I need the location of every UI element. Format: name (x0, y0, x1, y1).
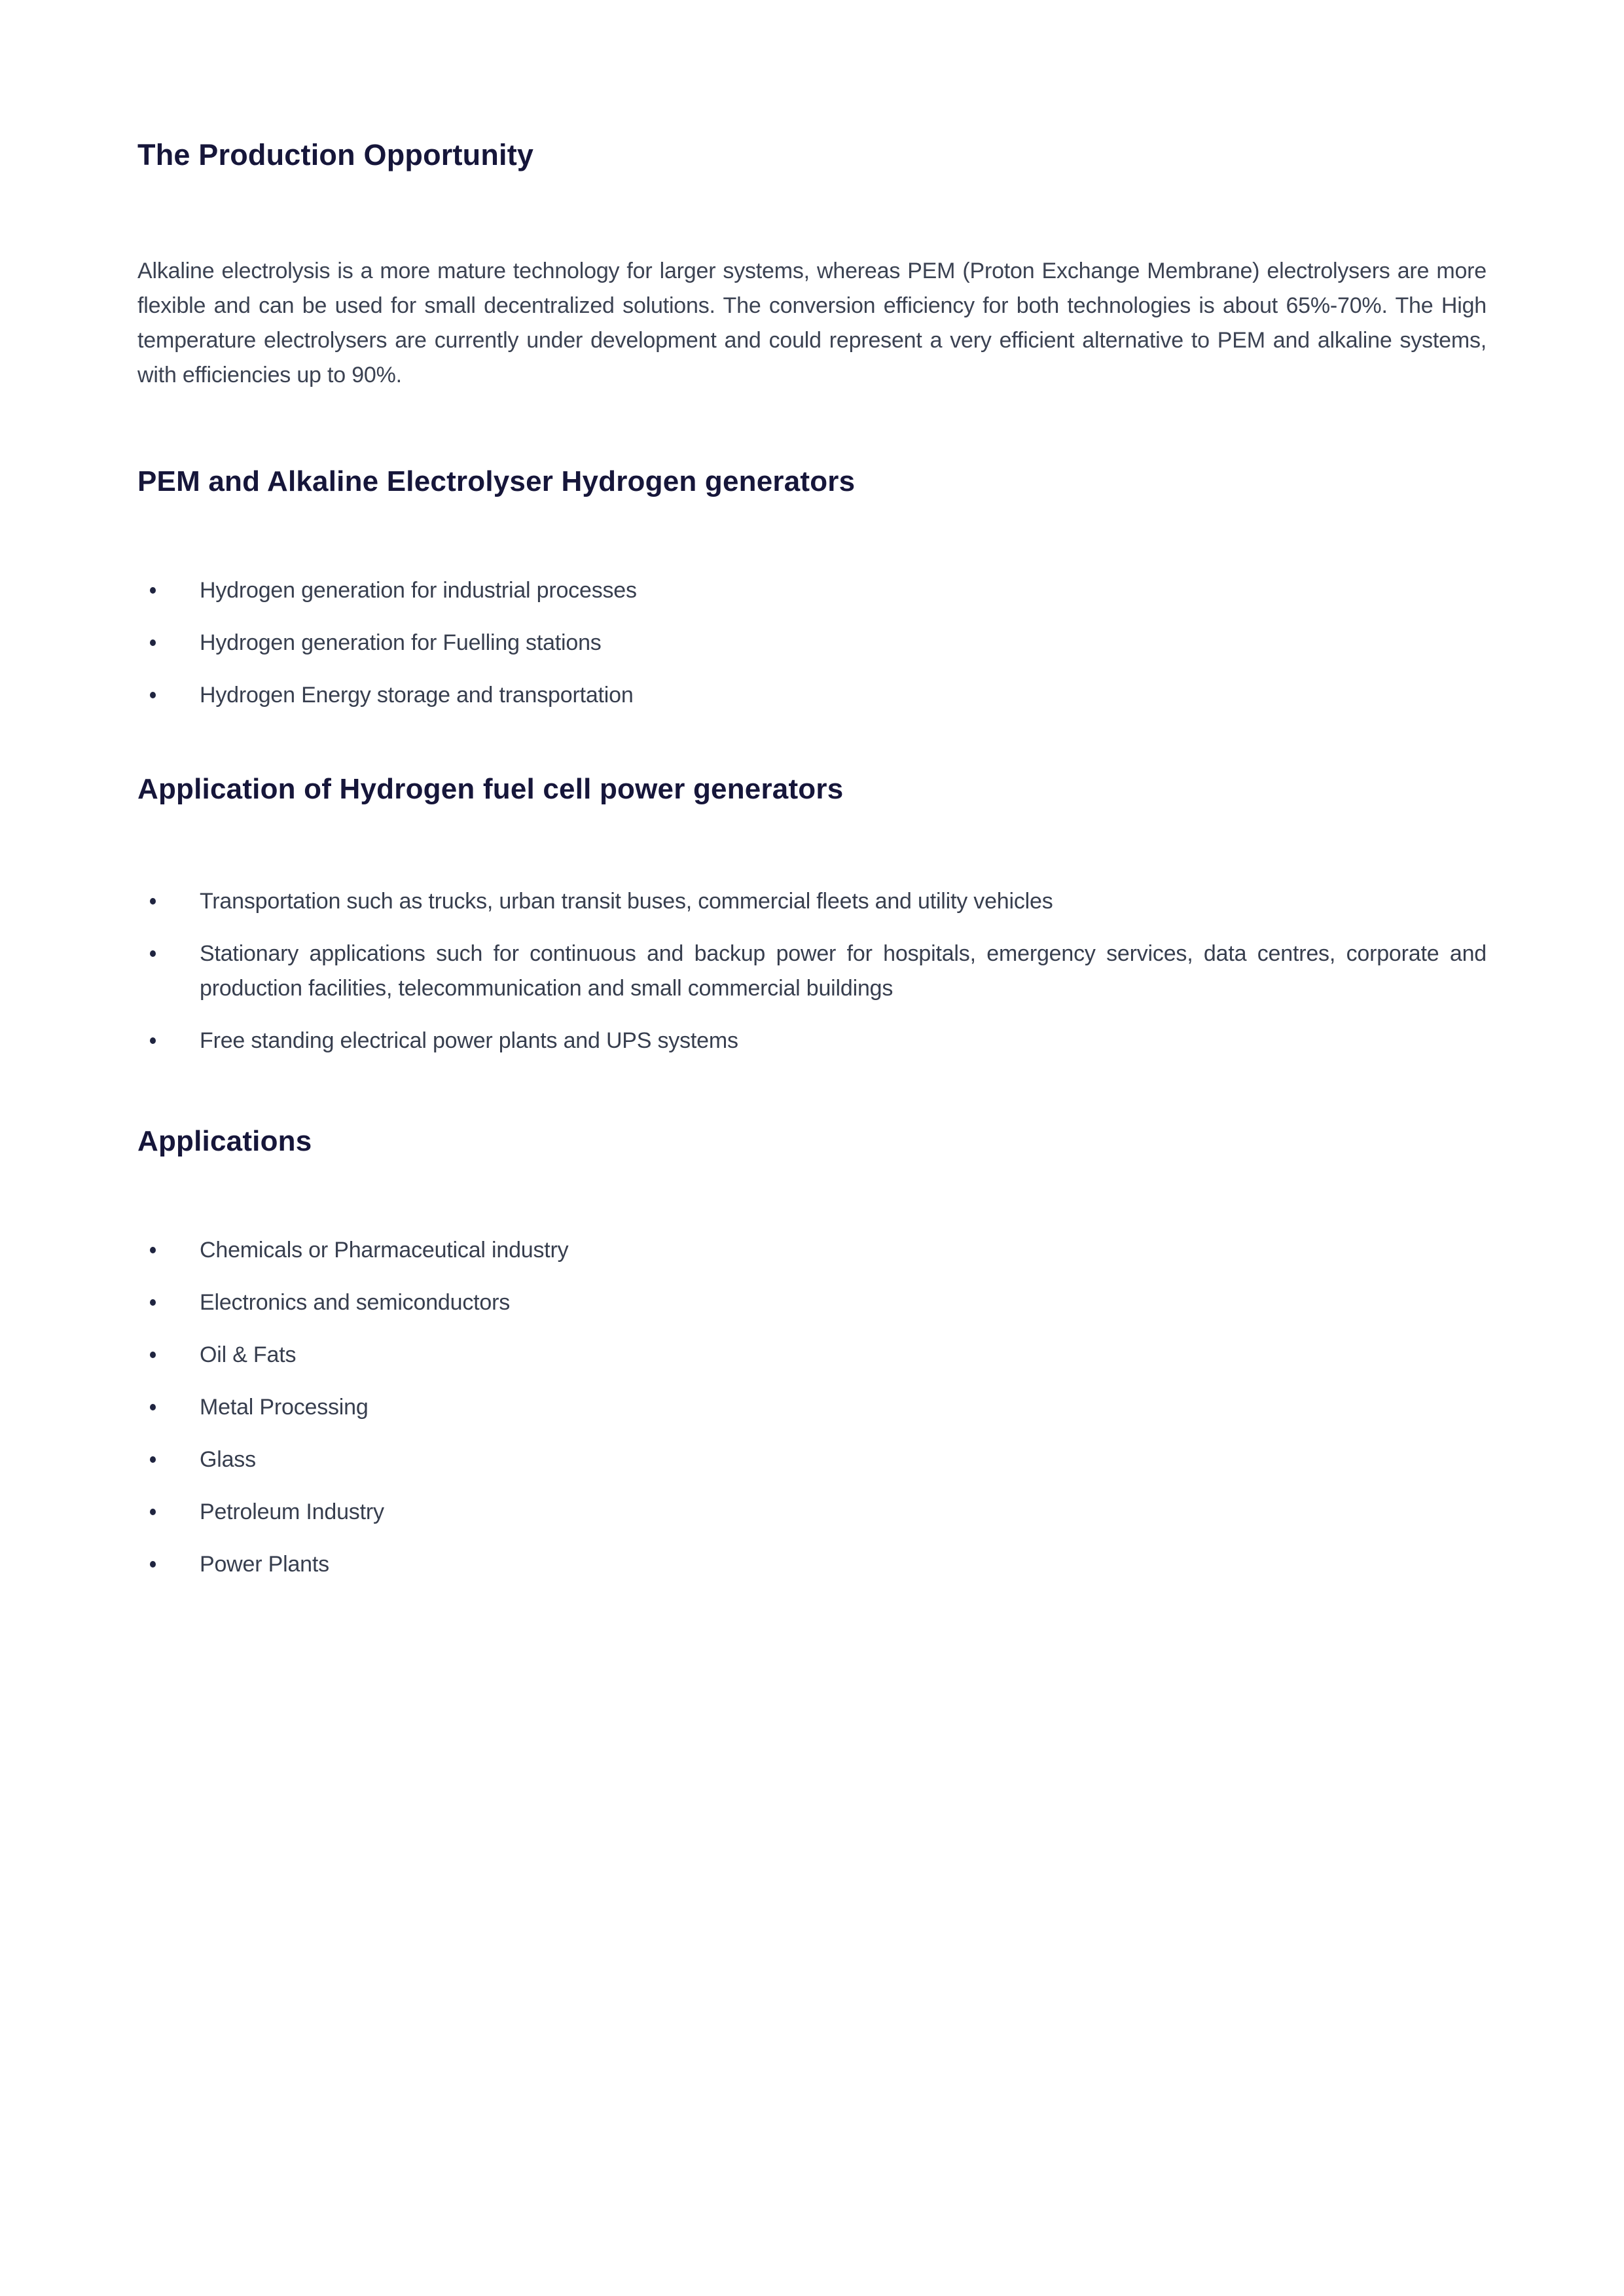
list-item-label: Electronics and semiconductors (200, 1290, 511, 1315)
bullet-list-hydrogen-generators (137, 577, 1487, 709)
list-item (137, 884, 1487, 919)
bullet-icon (150, 1352, 156, 1358)
list-item-label: Oil & Fats (200, 1342, 297, 1367)
list-item (137, 1341, 1487, 1369)
bullet-icon (150, 1037, 156, 1044)
list-item (137, 629, 1487, 656)
list-item-label: Hydrogen Energy storage and transportation (200, 683, 634, 708)
list-item (137, 577, 1487, 604)
bullet-icon (150, 950, 156, 957)
list-item (137, 1024, 1487, 1058)
list-item-label: Free standing electrical power plants and UPS systems (200, 1028, 738, 1053)
section-heading-applications: Applications (137, 1125, 312, 1157)
bullet-icon (150, 692, 156, 698)
bullet-list-fuel-cell-applications (137, 884, 1487, 1058)
bullet-icon (150, 1561, 156, 1568)
intro-paragraph: Alkaline electrolysis is a more mature technology for larger systems, whereas PEM (Proton Exchange Membrane) electrolysers are more flexible and can be used for small decentralized solutions. The conversion efficiency for both technologies is about 65%-70%. The High temperature electrolysers are currently under development and could represent a very efficient alternative to PEM and alkaline systems, with efficiencies up to 90%. (137, 259, 1487, 387)
list-item (137, 1498, 1487, 1526)
bullet-icon (150, 1404, 156, 1410)
list-item-label: Chemicals or Pharmaceutical industry (200, 1238, 569, 1263)
list-item-label: Glass (200, 1447, 256, 1472)
list-item-label: Power Plants (200, 1552, 329, 1577)
bullet-icon (150, 1456, 156, 1463)
page-title: The Production Opportunity (137, 138, 534, 171)
list-item (137, 1236, 1487, 1264)
bullet-list-industries (137, 1236, 1487, 1578)
bullet-icon (150, 898, 156, 905)
list-item-label: Transportation such as trucks, urban transit buses, commercial fleets and utility vehicles (200, 889, 1053, 914)
bullet-icon (150, 639, 156, 646)
list-item-label: Hydrogen generation for Fuelling stations (200, 630, 602, 655)
bullet-icon (150, 1509, 156, 1515)
section-heading-pem-alkaline: PEM and Alkaline Electrolyser Hydrogen generators (137, 465, 856, 497)
list-item (137, 681, 1487, 709)
list-item (137, 937, 1487, 1006)
list-item-label: Petroleum Industry (200, 1499, 384, 1524)
bullet-icon (150, 587, 156, 594)
list-item (137, 1393, 1487, 1421)
bullet-icon (150, 1299, 156, 1306)
list-item (137, 1289, 1487, 1316)
list-item-label: Stationary applications such for continuous and backup power for hospitals, emergency services, data centres, corporate and production facilities, telecommunication and small commercial buildings (200, 941, 1487, 1001)
list-item-label: Metal Processing (200, 1395, 369, 1420)
list-item-label: Hydrogen generation for industrial processes (200, 578, 637, 603)
section-heading-fuel-cell-application: Application of Hydrogen fuel cell power generators (137, 773, 844, 805)
list-item (137, 1551, 1487, 1578)
list-item (137, 1446, 1487, 1473)
bullet-icon (150, 1247, 156, 1253)
